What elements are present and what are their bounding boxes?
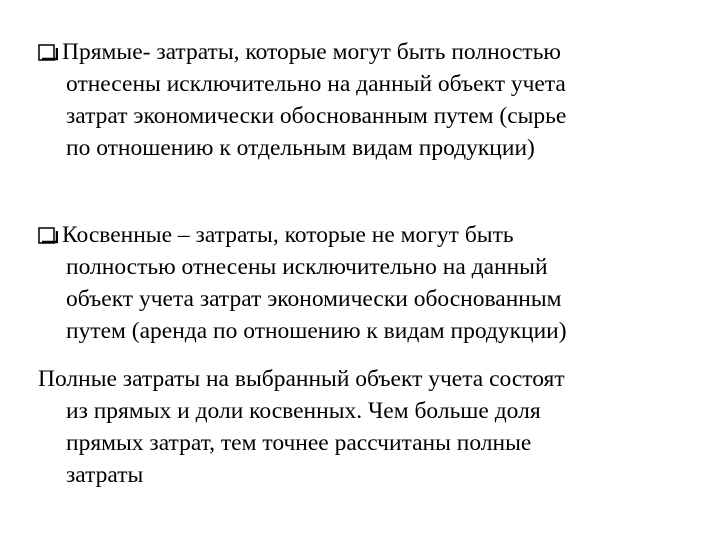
paragraph-indirect-costs: [38, 219, 708, 347]
paragraph-line: Косвенные – затраты, которые не могут быть: [62, 222, 514, 248]
paragraph-line: прямых затрат, тем точнее рассчитаны полные: [66, 430, 532, 456]
paragraph-line: Прямые- затраты, которые могут быть полностью: [62, 39, 561, 65]
paragraph-line: путем (аренда по отношению к видам продукции): [66, 318, 567, 344]
bullet-line: [38, 219, 708, 251]
paragraph-line: полностью отнесены исключительно на данный: [66, 254, 548, 280]
paragraph-line: Полные затраты на выбранный объект учета состоят: [38, 366, 565, 392]
paragraph-direct-costs: [38, 36, 708, 164]
paragraph-line: из прямых и доли косвенных. Чем больше доля: [66, 398, 541, 424]
paragraph-line: затраты: [66, 462, 144, 488]
checkbox-square-icon: [38, 43, 58, 63]
paragraph-full-costs: [38, 363, 708, 491]
bullet-line: [38, 36, 708, 68]
checkbox-square-icon: [38, 226, 58, 246]
paragraph-line: по отношению к отдельным видам продукции): [66, 135, 535, 161]
paragraph-line: объект учета затрат экономически обоснованным: [66, 286, 562, 312]
paragraph-line: отнесены исключительно на данный объект учета: [66, 71, 566, 97]
paragraph-line: затрат экономически обоснованным путем (сырье: [66, 103, 567, 129]
